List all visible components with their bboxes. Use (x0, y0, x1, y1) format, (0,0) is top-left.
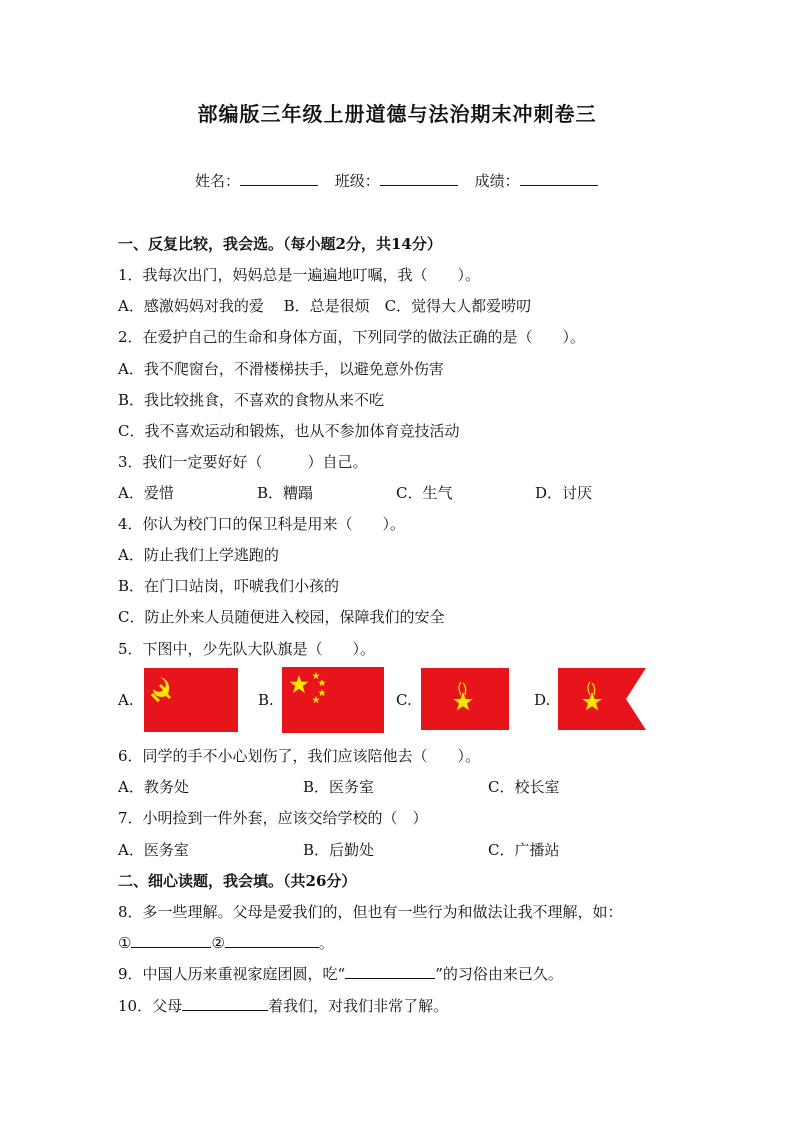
question-3-option-d: D．讨厌 (535, 484, 593, 502)
question-4-option-a: A．防止我们上学逃跑的 (118, 546, 279, 564)
question-6-option-c: C．校长室 (488, 778, 560, 796)
question-1-stem: 1．我每次出门，妈妈总是一遍遍地叮嘱，我（ ）。 (118, 266, 481, 284)
question-5-option-b: B. (258, 691, 274, 709)
score-label: 成绩： (474, 172, 520, 190)
question-3-option-a: A．爱惜 (118, 484, 174, 502)
question-5-option-d: D. (534, 691, 551, 709)
question-9-post: ”的习俗由来已久。 (435, 965, 563, 983)
answer-blank-1[interactable] (131, 933, 211, 948)
question-8-stem: 8．多一些理解。父母是爱我们的，但也有一些行为和做法让我不理解，如： (118, 903, 623, 921)
question-8-blanks (118, 932, 334, 953)
question-5-option-a: A. (118, 691, 134, 709)
question-4-option-b: B．在门口站岗，吓唬我们小孩的 (118, 577, 340, 595)
name-blank[interactable] (240, 171, 318, 186)
question-3-stem: 3．我们一定要好好（ ）自己。 (118, 453, 368, 471)
question-6-stem: 6．同学的手不小心划伤了，我们应该陪他去（ ）。 (118, 747, 481, 765)
question-2-stem: 2．在爱护自己的生命和身体方面，下列同学的做法正确的是（ ）。 (118, 328, 586, 346)
question-6-option-b: B．医务室 (303, 778, 375, 796)
question-10-post: 着我们，对我们非常了解。 (268, 997, 449, 1015)
student-info-row (195, 170, 610, 191)
question-3-option-b: B．糟蹋 (257, 484, 314, 502)
question-3-option-c: C．生气 (396, 484, 453, 502)
squadron-flag-image (558, 668, 646, 730)
question-4-option-c: C．防止外来人员随便进入校园，保障我们的安全 (118, 608, 445, 626)
score-blank[interactable] (520, 171, 598, 186)
name-label: 姓名： (195, 172, 241, 190)
question-7-option-b: B．后勤处 (303, 841, 375, 859)
question-7-option-c: C．广播站 (488, 841, 560, 859)
class-blank[interactable] (380, 171, 458, 186)
section-heading-choice: 一、反复比较，我会选。（每小题2分，共14分） (118, 235, 442, 253)
question-6-option-a: A．教务处 (118, 778, 189, 796)
question-10-pre: 10．父母 (118, 997, 183, 1015)
answer-blank-3[interactable] (345, 964, 435, 979)
question-4-stem: 4．你认为校门口的保卫科是用来（ ）。 (118, 515, 406, 533)
question-2-option-a: A．我不爬窗台，不滑楼梯扶手，以避免意外伤害 (118, 360, 444, 378)
question-7-option-a: A．医务室 (118, 841, 189, 859)
question-1-options: A．感激妈妈对我的爱 B．总是很烦 C．觉得大人都爱唠叨 (118, 297, 532, 315)
question-2-option-b: B．我比较挑食，不喜欢的食物从来不吃 (118, 391, 385, 409)
party-flag-image (144, 668, 238, 732)
question-10 (118, 995, 448, 1016)
brigade-flag-image (421, 668, 509, 730)
question-5-stem: 5．下图中，少先队大队旗是（ ）。 (118, 640, 376, 658)
section-heading-fill: 二、细心读题，我会填。（共26分） (118, 872, 357, 890)
question-2-option-c: C．我不喜欢运动和锻炼，也从不参加体育竞技活动 (118, 422, 460, 440)
circled-2: ② (211, 934, 225, 952)
circled-1: ① (118, 934, 132, 952)
question-5-option-c: C. (396, 691, 412, 709)
answer-blank-2[interactable] (225, 933, 319, 948)
blank-end-mark: 。 (318, 934, 334, 952)
question-9-pre: 9．中国人历来重视家庭团圆，吃“ (118, 965, 346, 983)
page-title: 部编版三年级上册道德与法治期末冲刺卷三 (197, 102, 597, 126)
question-9 (118, 963, 563, 984)
question-7-stem: 7．小明捡到一件外套，应该交给学校的（ ） (118, 809, 428, 827)
class-label: 班级： (334, 172, 380, 190)
answer-blank-4[interactable] (182, 996, 268, 1011)
national-flag-image (282, 667, 384, 733)
